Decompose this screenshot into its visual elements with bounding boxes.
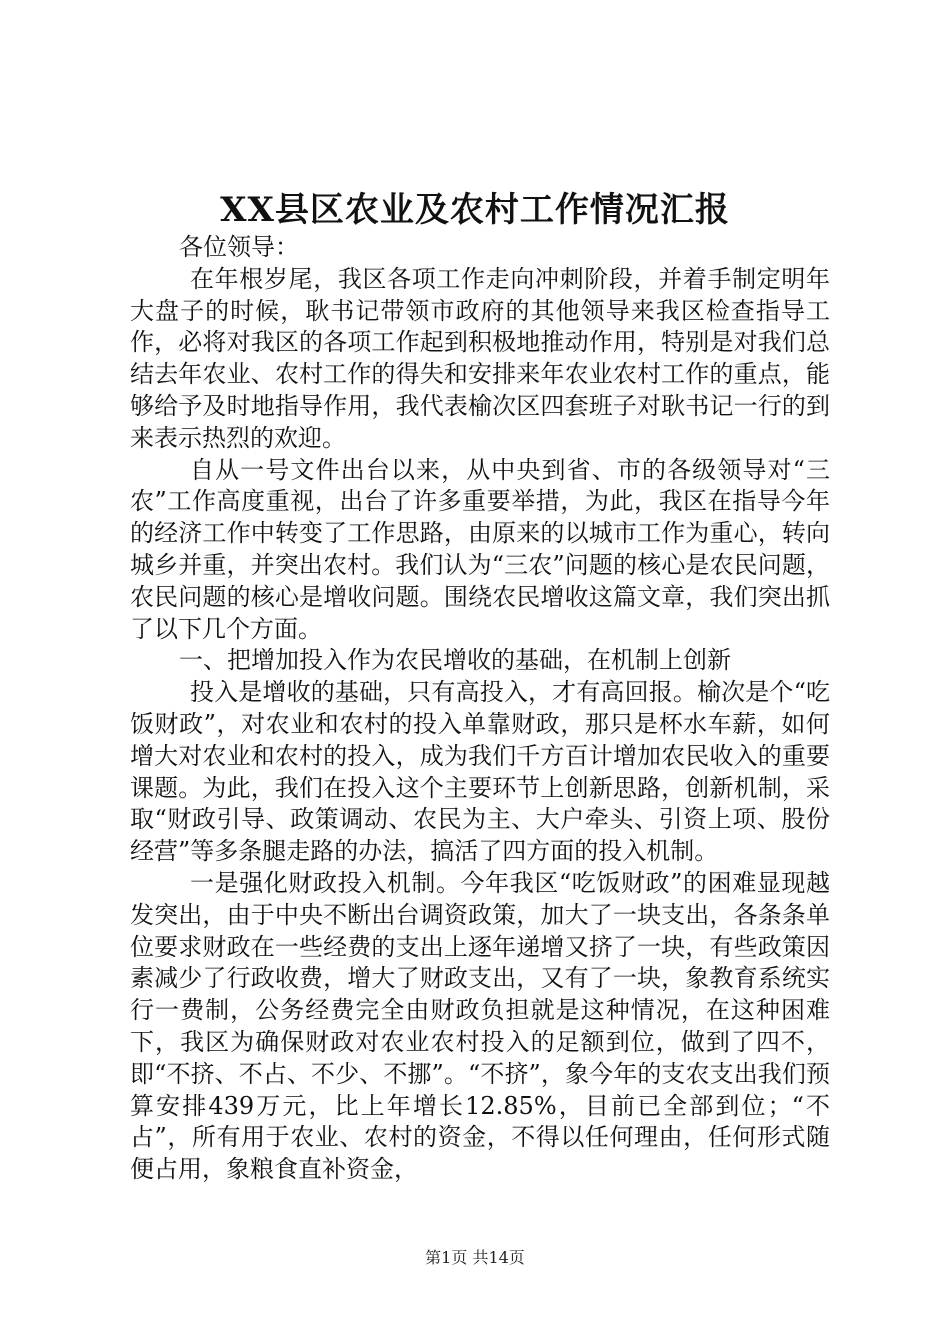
section-heading: 一、把增加投入作为农民增收的基础，在机制上创新 [179,646,731,675]
paragraph: 在年根岁尾，我区各项工作走向冲刺阶段，并着手制定明年大盘子的时候，耿书记带领市政府的其他领导来我区检查指导工作，必将对我区的各项工作起到积极地推动作用，特别是对我们总结去年农业、农村工作的得失和安排来年农业农村工作的重点，能够给予及时地指导作用，我代表榆次区四套班子对耿书记一行的到来表示热烈的欢迎。 [130,264,830,452]
paragraph: 自从一号文件出台以来，从中央到省、市的各级领导对“三农”工作高度重视，出台了许多重要举措，为此，我区在指导今年的经济工作中转变了工作思路，由原来的以城市工作为重心，转向城乡并重，并突出农村。我们认为“三农”问题的核心是农民问题，农民问题的核心是增收问题。围绕农民增收这篇文章，我们突出抓了以下几个方面。 [130,455,830,643]
document-body [130,232,830,1186]
paragraph: 投入是增收的基础，只有高投入，才有高回报。榆次是个“吃饭财政”，对农业和农村的投入单靠财政，那只是杯水车薪，如何增大对农业和农村的投入，成为我们千方百计增加农民收入的重要课题。为此，我们在投入这个主要环节上创新思路，创新机制，采取“财政引导、政策调动、农民为主、大户牵头、引资上项、股份经营”等多条腿走路的办法，搞活了四方面的投入机制。 [130,678,830,866]
page-footer: 第1页 共14页 [425,1248,525,1267]
document-title: XX县区农业及农村工作情况汇报 [220,190,730,230]
paragraph: 一是强化财政投入机制。今年我区“吃饭财政”的困难显现越发突出，由于中央不断出台调资政策，加大了一块支出，各条条单位要求财政在一些经费的支出上逐年递增又挤了一块，有些政策因素减少了行政收费，增大了财政支出，又有了一块，象教育系统实行一费制，公务经费完全由财政负担就是这种情况，在这种困难下，我区为确保财政对农业农村投入的足额到位，做到了四不，即“不挤、不占、不少、不挪”。“不挤”，象今年的支农支出我们预算安排439万元，比上年增长12.85%，目前已全部到位；“不占”，所有用于农业、农村的资金，不得以任何理由，任何形式随便占用，象粮食直补资金， [130,868,830,1184]
salutation: 各位领导： [179,233,299,261]
